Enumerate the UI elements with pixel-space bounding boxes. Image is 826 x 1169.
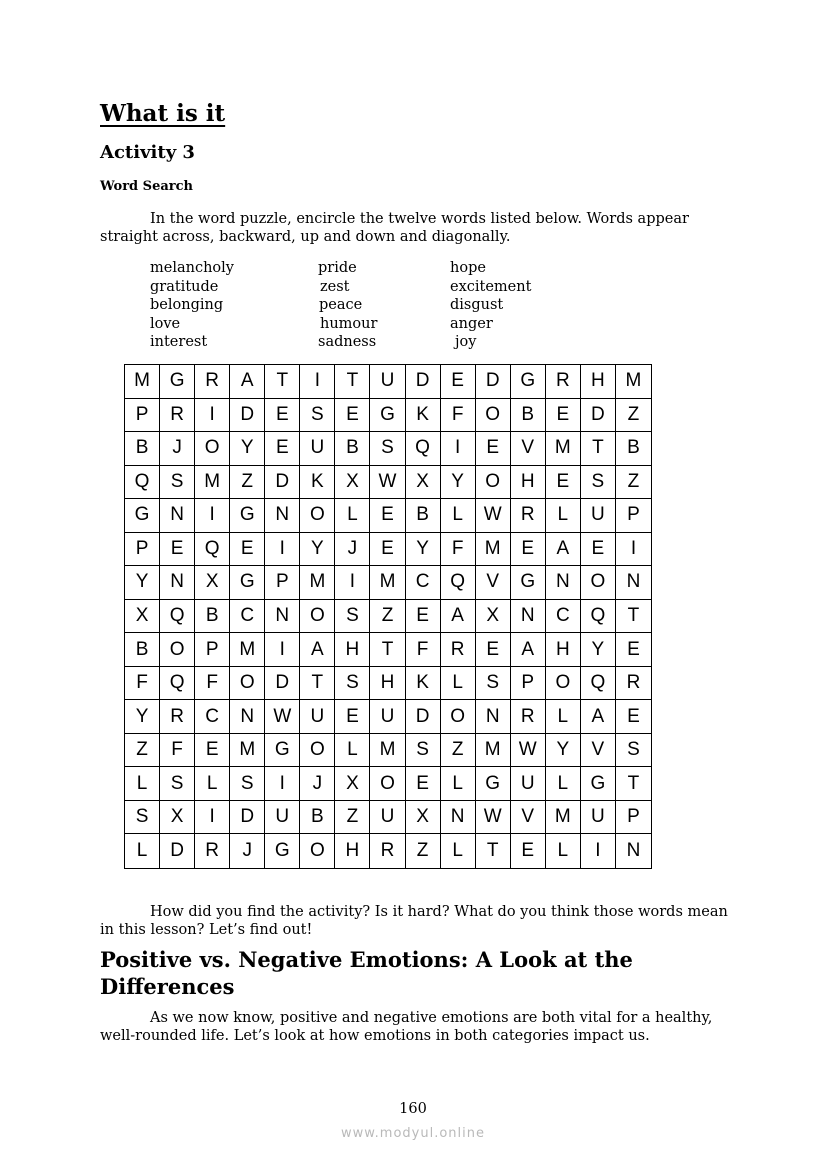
grid-cell: Y — [300, 533, 335, 567]
grid-cell: T — [581, 432, 616, 466]
grid-cell: S — [160, 466, 195, 500]
grid-cell: E — [370, 499, 405, 533]
grid-cell: E — [616, 700, 651, 734]
grid-cell: E — [335, 399, 370, 433]
grid-cell: E — [335, 700, 370, 734]
grid-cell: Q — [581, 600, 616, 634]
grid-cell: B — [616, 432, 651, 466]
activity-subheading: Word Search — [100, 179, 193, 194]
grid-cell: S — [230, 767, 265, 801]
grid-cell: R — [441, 633, 476, 667]
grid-cell: N — [265, 499, 300, 533]
grid-cell: T — [335, 365, 370, 399]
grid-cell: T — [476, 834, 511, 868]
grid-cell: O — [230, 667, 265, 701]
word-list-item: gratitude — [150, 278, 219, 295]
grid-cell: R — [616, 667, 651, 701]
grid-cell: F — [441, 399, 476, 433]
grid-cell: P — [195, 633, 230, 667]
grid-cell: S — [406, 734, 441, 768]
grid-cell: C — [195, 700, 230, 734]
grid-cell: G — [160, 365, 195, 399]
grid-cell: B — [300, 801, 335, 835]
grid-cell: G — [230, 566, 265, 600]
grid-cell: M — [230, 633, 265, 667]
reflection-paragraph: How did you find the activity? Is it hard? What do you think those words mean in this lesson? Let’s find out! — [100, 904, 728, 938]
grid-cell: N — [160, 566, 195, 600]
grid-cell: T — [616, 767, 651, 801]
grid-cell: N — [441, 801, 476, 835]
grid-cell: P — [616, 499, 651, 533]
grid-cell: E — [511, 533, 546, 567]
grid-cell: Y — [125, 700, 160, 734]
grid-cell: I — [265, 533, 300, 567]
grid-cell: Z — [441, 734, 476, 768]
grid-cell: Z — [335, 801, 370, 835]
grid-cell: Y — [125, 566, 160, 600]
grid-cell: X — [335, 466, 370, 500]
word-list-item: hope — [450, 260, 486, 276]
grid-cell: J — [160, 432, 195, 466]
grid-cell: P — [125, 533, 160, 567]
grid-cell: P — [125, 399, 160, 433]
grid-cell: U — [370, 365, 405, 399]
grid-cell: N — [511, 600, 546, 634]
grid-cell: D — [265, 667, 300, 701]
grid-cell: G — [265, 834, 300, 868]
grid-cell: M — [125, 365, 160, 399]
grid-cell: L — [441, 667, 476, 701]
word-list-item: humour — [320, 315, 378, 332]
grid-cell: I — [441, 432, 476, 466]
grid-cell: T — [370, 633, 405, 667]
grid-cell: G — [125, 499, 160, 533]
grid-cell: Q — [195, 533, 230, 567]
grid-cell: H — [335, 834, 370, 868]
grid-cell: H — [370, 667, 405, 701]
grid-cell: F — [406, 633, 441, 667]
grid-cell: E — [265, 399, 300, 433]
grid-cell: D — [406, 700, 441, 734]
grid-cell: E — [616, 633, 651, 667]
grid-cell: P — [616, 801, 651, 835]
section-title: Positive vs. Negative Emotions: A Look at the Differences — [100, 947, 633, 999]
grid-cell: Y — [230, 432, 265, 466]
grid-cell: T — [300, 667, 335, 701]
grid-cell: E — [370, 533, 405, 567]
grid-cell: U — [581, 801, 616, 835]
grid-cell: G — [370, 399, 405, 433]
grid-cell: L — [335, 499, 370, 533]
grid-cell: Q — [125, 466, 160, 500]
grid-cell: Y — [406, 533, 441, 567]
grid-cell: L — [546, 767, 581, 801]
word-list-item: sadness — [318, 334, 377, 350]
grid-cell: I — [265, 767, 300, 801]
grid-cell: L — [441, 834, 476, 868]
grid-cell: G — [265, 734, 300, 768]
grid-cell: D — [476, 365, 511, 399]
grid-cell: R — [160, 700, 195, 734]
grid-cell: W — [265, 700, 300, 734]
grid-cell: T — [265, 365, 300, 399]
grid-cell: H — [511, 466, 546, 500]
grid-cell: N — [546, 566, 581, 600]
grid-cell: U — [511, 767, 546, 801]
grid-cell: V — [511, 432, 546, 466]
grid-cell: O — [300, 499, 335, 533]
grid-cell: B — [335, 432, 370, 466]
grid-cell: X — [476, 600, 511, 634]
word-list-item: disgust — [450, 297, 504, 313]
grid-cell: M — [195, 466, 230, 500]
grid-cell: S — [335, 600, 370, 634]
word-list-item: melancholy — [150, 260, 234, 276]
grid-cell: R — [511, 700, 546, 734]
grid-cell: Z — [370, 600, 405, 634]
grid-cell: S — [160, 767, 195, 801]
grid-cell: P — [265, 566, 300, 600]
grid-cell: Y — [581, 633, 616, 667]
grid-cell: P — [511, 667, 546, 701]
grid-cell: E — [406, 600, 441, 634]
grid-cell: M — [370, 566, 405, 600]
word-list-item: excitement — [450, 278, 532, 295]
grid-cell: D — [230, 801, 265, 835]
grid-cell: N — [230, 700, 265, 734]
grid-cell: O — [300, 834, 335, 868]
grid-cell: B — [125, 633, 160, 667]
watermark: www.modyul.online — [340, 1126, 486, 1141]
grid-cell: O — [370, 767, 405, 801]
grid-cell: N — [616, 566, 651, 600]
grid-cell: Z — [125, 734, 160, 768]
grid-cell: R — [160, 399, 195, 433]
grid-cell: L — [546, 834, 581, 868]
grid-cell: E — [511, 834, 546, 868]
grid-cell: U — [300, 432, 335, 466]
grid-cell: X — [335, 767, 370, 801]
grid-cell: G — [581, 767, 616, 801]
grid-cell: M — [230, 734, 265, 768]
grid-cell: X — [160, 801, 195, 835]
grid-cell: J — [230, 834, 265, 868]
grid-cell: L — [335, 734, 370, 768]
grid-cell: V — [581, 734, 616, 768]
grid-cell: C — [546, 600, 581, 634]
grid-cell: N — [626, 840, 641, 862]
grid-cell: S — [476, 667, 511, 701]
grid-cell: S — [335, 667, 370, 701]
grid-cell: W — [511, 734, 546, 768]
grid-cell: G — [230, 499, 265, 533]
word-list-column-1 — [150, 259, 234, 352]
grid-cell: I — [581, 834, 616, 868]
grid-cell: U — [581, 499, 616, 533]
grid-cell: R — [546, 365, 581, 399]
grid-cell: I — [195, 801, 230, 835]
grid-cell: J — [335, 533, 370, 567]
grid-cell: O — [300, 734, 335, 768]
grid-cell: W — [476, 499, 511, 533]
grid-cell: E — [441, 365, 476, 399]
grid-cell: H — [546, 633, 581, 667]
grid-cell: R — [511, 499, 546, 533]
grid-cell: M — [476, 533, 511, 567]
grid-cell: E — [160, 533, 195, 567]
grid-cell: O — [300, 600, 335, 634]
grid-cell: K — [406, 399, 441, 433]
grid-cell: A — [441, 600, 476, 634]
grid-cell: N — [160, 499, 195, 533]
grid-cell: M — [370, 734, 405, 768]
word-search-grid — [124, 364, 652, 869]
grid-cell: V — [476, 566, 511, 600]
grid-cell: A — [581, 700, 616, 734]
grid-cell: B — [125, 432, 160, 466]
grid-cell: M — [476, 734, 511, 768]
grid-cell: F — [125, 667, 160, 701]
grid-cell: L — [125, 767, 160, 801]
grid-cell: A — [546, 533, 581, 567]
grid-cell: I — [616, 533, 651, 567]
grid-cell: A — [300, 633, 335, 667]
grid-cell: C — [406, 566, 441, 600]
grid-cell: E — [546, 466, 581, 500]
grid-cell: E — [476, 633, 511, 667]
grid-cell: M — [616, 365, 651, 399]
grid-cell: Q — [160, 667, 195, 701]
grid-cell: S — [616, 734, 651, 768]
grid-cell: R — [370, 834, 405, 868]
word-list-item: zest — [320, 278, 350, 295]
grid-cell: M — [300, 566, 335, 600]
grid-cell: R — [195, 834, 230, 868]
grid-cell: O — [160, 633, 195, 667]
grid-cell: F — [160, 734, 195, 768]
grid-cell: D — [265, 466, 300, 500]
grid-cell: O — [441, 700, 476, 734]
grid-cell: N — [476, 700, 511, 734]
grid-cell: E — [406, 767, 441, 801]
word-list-item: peace — [319, 297, 363, 313]
grid-cell: D — [160, 834, 195, 868]
grid-cell: Q — [581, 667, 616, 701]
grid-cell: D — [581, 399, 616, 433]
grid-cell: C — [230, 600, 265, 634]
grid-cell: I — [195, 399, 230, 433]
grid-cell: K — [406, 667, 441, 701]
grid-cell: O — [581, 566, 616, 600]
section-paragraph: As we now know, positive and negative emotions are both vital for a healthy, well-rounded life. Let’s look at how emotions in both categories impact us. — [100, 1010, 713, 1044]
grid-cell: V — [511, 801, 546, 835]
grid-cell: S — [581, 466, 616, 500]
word-list-column-2 — [318, 259, 377, 352]
grid-cell: Q — [406, 432, 441, 466]
grid-cell: M — [546, 801, 581, 835]
grid-cell: W — [476, 801, 511, 835]
grid-cell: Z — [406, 834, 441, 868]
grid-cell: O — [546, 667, 581, 701]
grid-cell: L — [195, 767, 230, 801]
grid-cell: S — [300, 399, 335, 433]
word-list-item: interest — [150, 334, 208, 350]
grid-cell: L — [546, 700, 581, 734]
grid-cell: N — [265, 600, 300, 634]
grid-cell: I — [335, 566, 370, 600]
word-list-item: anger — [450, 315, 493, 332]
grid-cell: J — [300, 767, 335, 801]
grid-cell: F — [441, 533, 476, 567]
grid-cell: L — [125, 834, 160, 868]
grid-cell: M — [546, 432, 581, 466]
grid-cell: Y — [546, 734, 581, 768]
grid-cell: Z — [230, 466, 265, 500]
grid-cell: E — [230, 533, 265, 567]
grid-cell: L — [441, 767, 476, 801]
grid-cell: Z — [616, 466, 651, 500]
grid-cell: U — [265, 801, 300, 835]
grid-cell: Q — [441, 566, 476, 600]
instructions-paragraph: In the word puzzle, encircle the twelve words listed below. Words appear straight across, backward, up and down and diagonally. — [100, 211, 689, 245]
grid-cell: H — [581, 365, 616, 399]
word-list-item: belonging — [150, 297, 224, 313]
grid-cell: W — [370, 466, 405, 500]
activity-title: Activity 3 — [100, 142, 195, 163]
word-list — [150, 259, 570, 354]
grid-cell: H — [335, 633, 370, 667]
grid-cell: U — [300, 700, 335, 734]
grid-cell: I — [195, 499, 230, 533]
grid-cell: Y — [441, 466, 476, 500]
grid-cell: X — [125, 600, 160, 634]
grid-cell: L — [546, 499, 581, 533]
grid-cell: I — [300, 365, 335, 399]
grid-cell: G — [511, 365, 546, 399]
word-list-column-3 — [450, 259, 531, 352]
grid-cell: F — [195, 667, 230, 701]
grid-cell: B — [511, 399, 546, 433]
grid-cell: U — [370, 700, 405, 734]
grid-cell: U — [370, 801, 405, 835]
grid-cell: E — [581, 533, 616, 567]
grid-cell: D — [230, 399, 265, 433]
grid-cell: X — [195, 566, 230, 600]
grid-cell: K — [300, 466, 335, 500]
grid-cell: Q — [160, 600, 195, 634]
grid-cell: O — [476, 466, 511, 500]
word-list-item: love — [150, 315, 181, 332]
grid-cell: G — [476, 767, 511, 801]
grid-cell: O — [195, 432, 230, 466]
grid-cell: A — [230, 365, 265, 399]
word-list-item: pride — [318, 260, 357, 276]
grid-cell: A — [511, 633, 546, 667]
grid-cell: X — [406, 466, 441, 500]
grid-cell: O — [476, 399, 511, 433]
grid-cell: G — [511, 566, 546, 600]
grid-cell: T — [616, 600, 651, 634]
grid-cell: E — [195, 734, 230, 768]
grid-cell: R — [195, 365, 230, 399]
grid-cell: B — [406, 499, 441, 533]
grid-cell: Z — [616, 399, 651, 433]
word-list-item: joy — [455, 334, 477, 350]
grid-cell: D — [406, 365, 441, 399]
grid-cell: S — [370, 432, 405, 466]
grid-cell: E — [476, 432, 511, 466]
grid-cell: X — [406, 801, 441, 835]
page-number: 160 — [399, 1101, 427, 1117]
grid-cell: I — [265, 633, 300, 667]
grid-cell: S — [125, 801, 160, 835]
grid-cell: E — [546, 399, 581, 433]
section-heading: What is it — [100, 100, 226, 127]
grid-cell: E — [265, 432, 300, 466]
grid-cell: B — [195, 600, 230, 634]
grid-cell: L — [441, 499, 476, 533]
